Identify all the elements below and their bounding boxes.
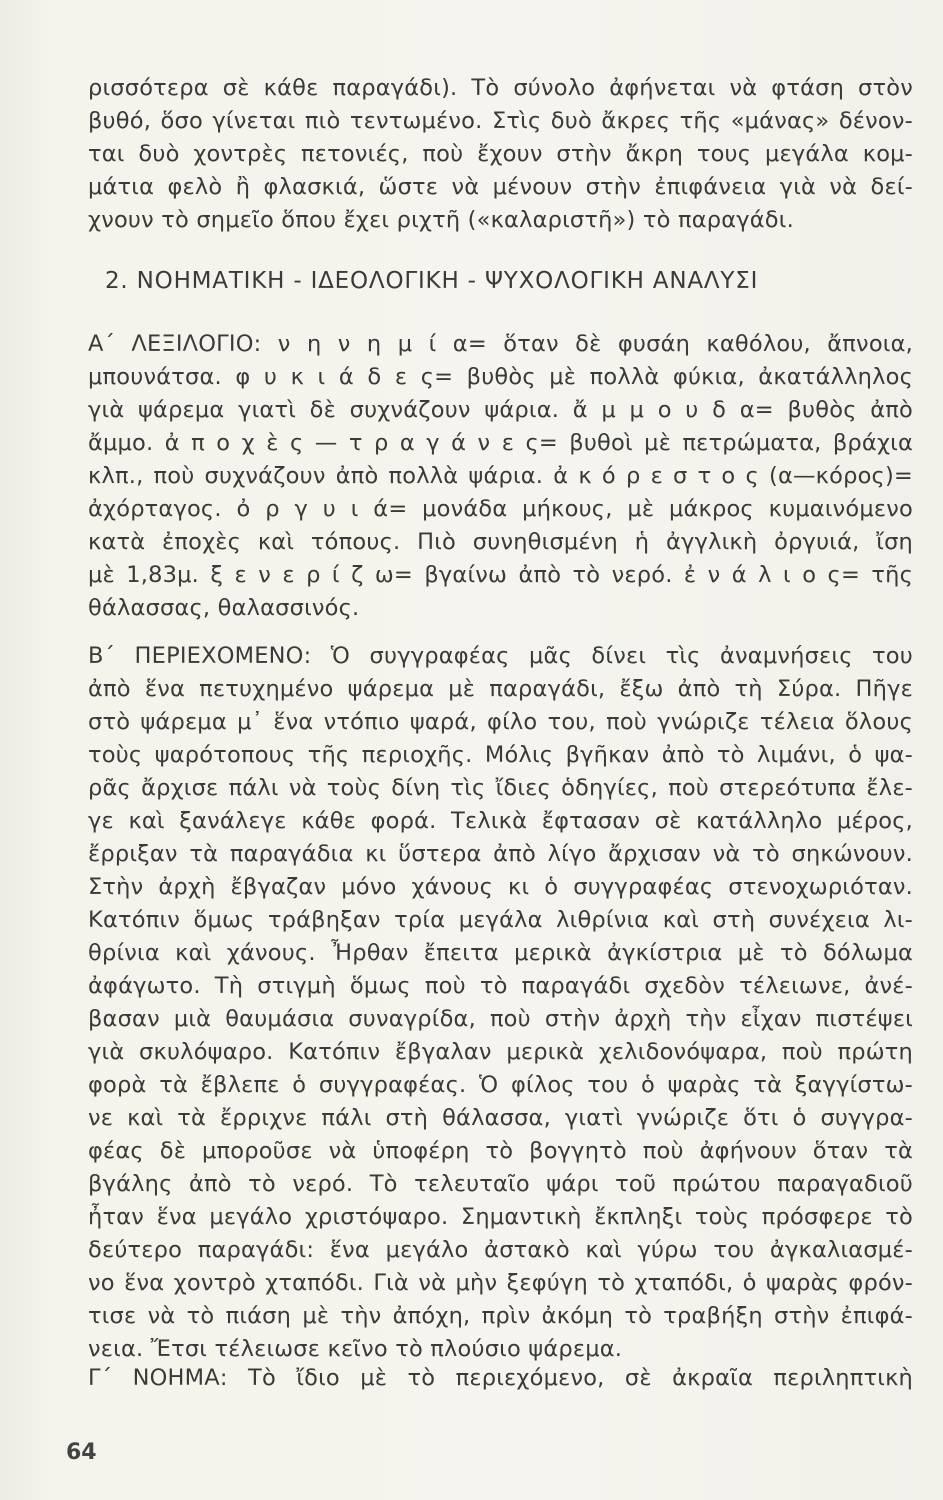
text-line: ται δυὸ χοντρὲς πετονιές, ποὺ ἔχουν στὴν ἄκρη τους μεγάλα κομ- — [88, 141, 913, 167]
text-line: ἔρριξαν τὰ παραγάδια κι ὕστερα ἀπὸ λίγο ἄρχισαν νὰ τὸ σηκώνουν. — [88, 841, 913, 867]
text-line: τοὺς ψαρότοπους τῆς περιοχῆς. Μόλις βγῆκαν ἀπὸ τὸ λιμάνι, ὁ ψα- — [88, 742, 913, 768]
text-line: νε καὶ τὰ ἔρριχνε πάλι στὴ θάλασσα, γιατὶ γνώριζε ὅτι ὁ συγγρα- — [88, 1105, 913, 1131]
section-c-meaning — [88, 1362, 913, 1395]
text-line: θρίνια καὶ χάνους. Ἦρθαν ἔπειτα μερικὰ ἀγκίστρια μὲ τὸ δόλωμα — [88, 940, 913, 966]
text-line: βυθό, ὅσο γίνεται πιὸ τεντωμένο. Στὶς δυὸ ἄκρες τῆς «μάνας» δένον- — [88, 108, 913, 134]
text-line: Κατόπιν ὅμως τράβηξαν τρία μεγάλα λιθρίνια καὶ στὴ συνέχεια λι- — [88, 907, 913, 933]
text-line: ἄμμο. ἀ π ο χ ὲ ς — τ ρ α γ ά ν ε ς= βυθοὶ μὲ πετρώματα, βράχια — [88, 430, 913, 456]
text-line: ρᾶς ἄρχισε πάλι νὰ τοὺς δίνη τὶς ἴδιες ὁδηγίες, ποὺ στερεότυπα ἔλε- — [88, 775, 913, 801]
text-line: μπουνάτσα. φ υ κ ι ά δ ε ς= βυθὸς μὲ πολλὰ φύκια, ἀκατάλληλος — [88, 364, 913, 390]
text-line: ἀφάγωτο. Τὴ στιγμὴ ὅμως ποὺ τὸ παραγάδι σχεδὸν τέλειωνε, ἀνέ- — [88, 973, 913, 999]
text-line: Α΄ ΛΕΞΙΛΟΓΙΟ: ν η ν η μ ί α= ὅταν δὲ φυσάη καθόλου, ἄπνοια, — [88, 331, 913, 357]
text-line: θάλασσας, θαλασσινός. — [88, 595, 360, 621]
text-line: ἦταν ἕνα μεγάλο χριστόψαρο. Σημαντικὴ ἔκπληξι τοὺς πρόσφερε τὸ — [88, 1204, 913, 1230]
text-line: γιὰ σκυλόψαρο. Κατόπιν ἔβγαλαν μερικὰ χελιδονόψαρα, ποὺ πρώτη — [88, 1039, 913, 1065]
section-a-vocabulary — [88, 328, 913, 625]
text-line: φορὰ τὰ ἔβλεπε ὁ συγγραφέας. Ὁ φίλος του ὁ ψαρὰς τὰ ξαγγίστω- — [88, 1072, 913, 1098]
text-line: ρισσότερα σὲ κάθε παραγάδι). Τὸ σύνολο ἀφήνεται νὰ φτάση στὸν — [88, 75, 913, 101]
text-line: φέας δὲ μποροῦσε νὰ ὑποφέρη τὸ βογγητὸ ποὺ ἀφήνουν ὅταν τὰ — [88, 1138, 913, 1164]
text-line: γιὰ ψάρεμα γιατὶ δὲ συχνάζουν ψάρια. ἄ μ μ ο υ δ α= βυθὸς ἀπὸ — [88, 397, 913, 423]
text-line: βασαν μιὰ θαυμάσια συναγρίδα, ποὺ στὴν ἀρχὴ τὴν εἶχαν πιστέψει — [88, 1006, 913, 1032]
text-line: μάτια φελὸ ἢ φλασκιά, ὥστε νὰ μένουν στὴν ἐπιφάνεια γιὰ νὰ δεί- — [88, 174, 913, 200]
text-line: κατὰ ἐποχὲς καὶ τόπους. Πιὸ συνηθισμένη ἡ ἀγγλικὴ ὀργυιά, ἴση — [88, 529, 913, 555]
text-line: νεια. Ἔτσι τέλειωσε κεῖνο τὸ πλούσιο ψάρεμα. — [88, 1336, 623, 1362]
text-line: Στὴν ἀρχὴ ἔβγαζαν μόνο χάνους κι ὁ συγγραφέας στενοχωριόταν. — [88, 874, 913, 900]
text-line: ἀχόρταγος. ὀ ρ γ υ ι ά= μονάδα μήκους, μὲ μάκρος κυμαινόμενο — [88, 496, 913, 522]
text-line: στὸ ψάρεμα μ᾽ ἕνα ντόπιο ψαρά, φίλο του, ποὺ γνώριζε τέλεια ὅλους — [88, 709, 913, 735]
text-line: βγάλης ἀπὸ τὸ νερό. Τὸ τελευταῖο ψάρι τοῦ πρώτου παραγαδιοῦ — [88, 1171, 913, 1197]
text-line: Β΄ ΠΕΡΙΕΧΟΜΕΝΟ: Ὁ συγγραφέας μᾶς δίνει τὶς ἀναμνήσεις του — [88, 643, 913, 669]
text-line: Γ΄ ΝΟΗΜΑ: Τὸ ἴδιο μὲ τὸ περιεχόμενο, σὲ ἀκραῖα περιληπτικὴ — [88, 1365, 913, 1391]
text-line: χνουν τὸ σημεῖο ὅπου ἔχει ριχτῆ («καλαριστῆ») τὸ παραγάδι. — [88, 207, 794, 233]
text-line: μὲ 1,83μ. ξ ε ν ε ρ ί ζ ω= βγαίνω ἀπὸ τὸ νερό. ἐ ν ά λ ι ο ς= τῆς — [88, 562, 913, 588]
text-line: νο ἕνα χοντρὸ χταπόδι. Γιὰ νὰ μὴν ξεφύγη τὸ χταπόδι, ὁ ψαρὰς φρόν- — [88, 1270, 913, 1296]
text-line: τισε νὰ τὸ πιάση μὲ τὴν ἀπόχη, πρὶν ἀκόμη τὸ τραβήξη στὴν ἐπιφά- — [88, 1303, 913, 1329]
text-line: κλπ., ποὺ συχνάζουν ἀπὸ πολλὰ ψάρια. ἀ κ ό ρ ε σ τ ο ς (α—κόρος)= — [88, 463, 913, 489]
top-paragraph — [88, 72, 913, 237]
text-line: ἀπὸ ἕνα πετυχημένο ψάρεμα μὲ παραγάδι, ἔξω ἀπὸ τὴ Σύρα. Πῆγε — [88, 676, 913, 702]
page-number: 64 — [66, 1440, 97, 1465]
section-b-content — [88, 640, 913, 1366]
text-line: γε καὶ ξανάλεγε κάθε φορά. Τελικὰ ἔφτασαν σὲ κατάλληλο μέρος, — [88, 808, 913, 834]
text-line: δεύτερο παραγάδι: ἕνα μεγάλο ἀστακὸ καὶ γύρω του ἀγκαλιασμέ- — [88, 1237, 913, 1263]
section-heading: 2. ΝΟΗΜΑΤΙΚΗ - ΙΔΕΟΛΟΓΙΚΗ - ΨΥΧΟΛΟΓΙΚΗ ΑΝΑΛΥΣΙ — [105, 268, 759, 294]
